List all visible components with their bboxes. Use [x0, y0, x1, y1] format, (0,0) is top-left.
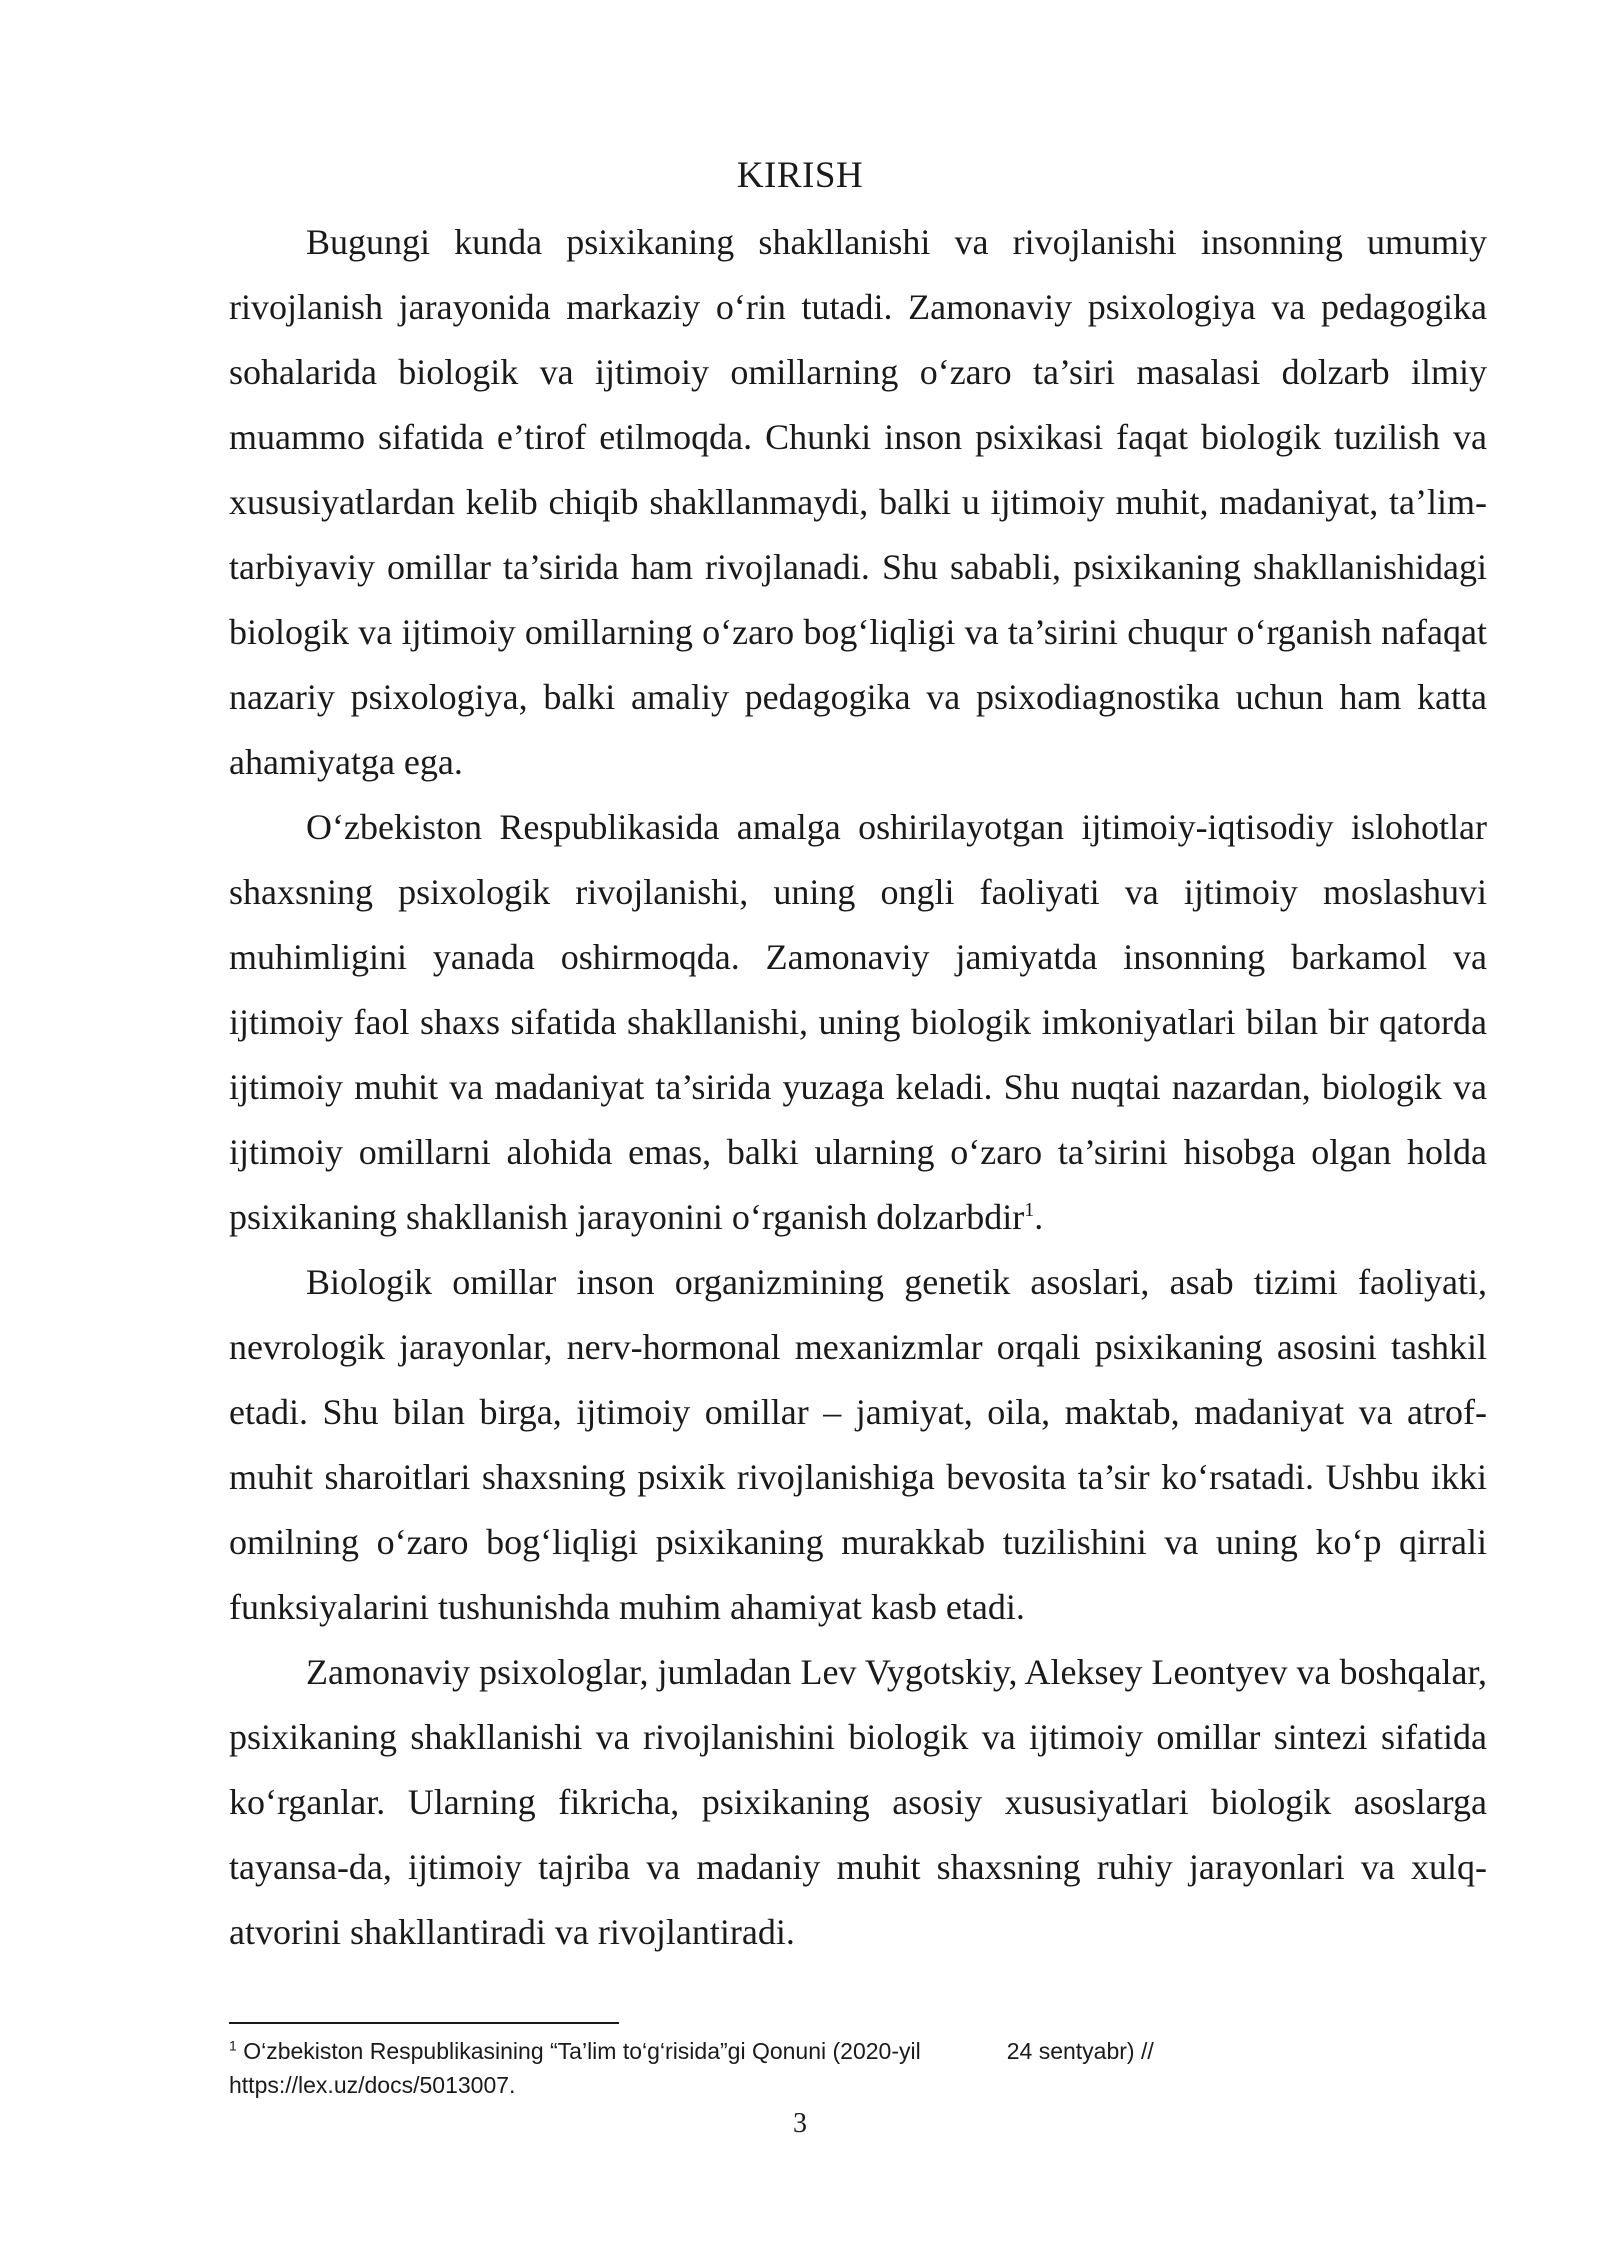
paragraph: Bugungi kunda psixikaning shakllanishi va rivojlanishi insonning umumiy rivojlanish jarayonida markaziy o‘rin tutadi. Zamonaviy psixologiya va pedagogika sohalarida biologik va ijtimoiy omillarning o‘zaro ta’siri masalasi dolzarb ilmiy muammo sifatida e’tirof etilmoqda. Chunki inson psixikasi faqat biologik tuzilish va xususiyatlardan kelib chiqib shakllanmaydi, balki u ijtimoiy muhit, madaniyat, ta’lim-tarbiyaviy omillar ta’sirida ham rivojlanadi. Shu sababli, psixikaning shakllanishidagi biologik va ijtimoiy omillarning o‘zaro bog‘liqligi va ta’sirini chuqur o‘rganish nafaqat nazariy psixologiya, balki amaliy pedagogika va psixodiagnostika uchun ham katta ahamiyatga ega. — [229, 222, 1487, 782]
footnote — [229, 2034, 1329, 2102]
page-number: 3 — [793, 2108, 807, 2139]
paragraph-text: O‘zbekiston Respublikasida amalga oshirilayotgan ijtimoiy-iqtisodiy islohotlar shaxsning psixologik rivojlanishi, uning ongli faoliyati va ijtimoiy moslashuvi muhimligini yanada oshirmoqda. Zamonaviy jamiyatda insonning barkamol va ijtimoiy faol shaxs sifatida shakllanishi, uning biologik imkoniyatlari bilan bir qatorda ijtimoiy muhit va madaniyat ta’sirida yuzaga keladi. Shu nuqtai nazardan, biologik va ijtimoiy omillarni alohida emas, balki ularning o‘zaro ta’sirini hisobga olgan holda psixikaning shakllanish jarayonini o‘rganish dolzarbdir — [229, 807, 1487, 1237]
paragraph: Zamonaviy psixologlar, jumladan Lev Vygotskiy, Aleksey Leontyev va boshqalar, psixikaning shakllanishi va rivojlanishini biologik va ijtimoiy omillar sintezi sifatida ko‘rganlar. Ularning fikricha, psixikaning asosiy xususiyatlari biologik asoslarga tayansa-da, ijtimoiy tajriba va madaniy muhit shaxsning ruhiy jarayonlari va xulq-atvorini shakllantiradi va rivojlantiradi. — [229, 1652, 1487, 1952]
footnote-separator — [229, 2022, 619, 2024]
footnote-reference[interactable]: 1 — [1024, 1199, 1035, 1221]
body-text — [229, 210, 1487, 1965]
section-heading: KIRISH — [736, 155, 864, 196]
footnote-marker: 1 — [229, 2037, 237, 2054]
paragraph — [229, 795, 1487, 1250]
paragraph: Biologik omillar inson organizmining genetik asoslari, asab tizimi faoliyati, nevrologik jarayonlar, nerv-hormonal mexanizmlar orqali psixikaning asosini tashkil etadi. Shu bilan birga, ijtimoiy omillar – jamiyat, oila, maktab, madaniyat va atrof-muhit sharoitlari shaxsning psixik rivojlanishiga bevosita ta’sir ko‘rsatadi. Ushbu ikki omilning o‘zaro bog‘liqligi psixikaning murakkab tuzilishini va uning ko‘p qirrali funksiyalarini tushunishda muhim ahamiyat kasb etadi. — [229, 1262, 1487, 1627]
footnote-date: 24 sentyabr) // — [1006, 2038, 1154, 2064]
footnote-link[interactable]: https://lex.uz/docs/5013007. — [229, 2072, 516, 2098]
paragraph-end-punctuation: . — [1034, 1197, 1044, 1237]
footnote-text: O‘zbekiston Respublikasining “Ta’lim to‘g‘risida”gi Qonuni (2020-yil — [243, 2038, 921, 2064]
